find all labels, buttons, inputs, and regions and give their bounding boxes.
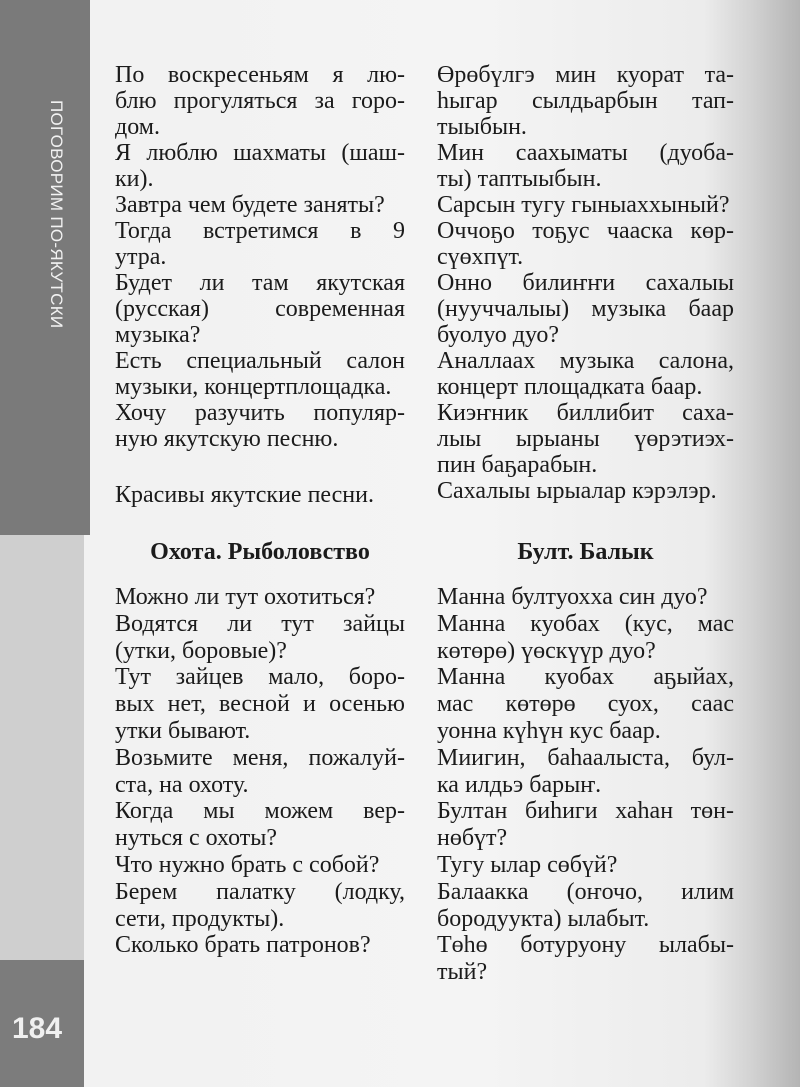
text-line: музыка? <box>115 322 201 348</box>
phrase <box>115 270 405 348</box>
text-line: (утки, боровые)? <box>115 637 287 664</box>
text-line: Төһө ботуруону ылабы- <box>437 932 734 959</box>
text-line: Мин саахыматы (дуоба- <box>437 140 734 166</box>
phrase <box>437 932 734 986</box>
text-line: ка илдьэ барыҥ. <box>437 771 602 798</box>
text-line: ки). <box>115 166 154 192</box>
text-line: Манна бултуохха син дуо? <box>437 584 708 610</box>
text-line: сүөхпүт. <box>437 244 524 270</box>
phrase <box>437 852 734 879</box>
text-line: лыы ырыаны үөрэтиэх- <box>437 426 734 452</box>
text-line: Тут зайцев мало, боро- <box>115 664 405 691</box>
text-line: дом. <box>115 114 160 140</box>
text-line: Манна куобах аҕыйах, <box>437 664 734 691</box>
russian-phrases-top <box>115 62 405 508</box>
phrase <box>437 348 734 400</box>
phrase <box>437 400 734 478</box>
phrase <box>115 140 405 192</box>
text-line: мас көтөрө суох, саас <box>437 691 734 718</box>
text-line: Өрөбүлгэ мин куорат та- <box>437 62 734 88</box>
section-heading-yakut: Булт. Балык <box>517 539 654 565</box>
phrase <box>115 348 405 400</box>
text-line: уонна күһүн кус баар. <box>437 717 661 744</box>
text-line: Берем палатку (лодку, <box>115 878 405 905</box>
text-line: Тогда встретимся в 9 <box>115 218 405 244</box>
text-line: һыгар сылдьарбын тап- <box>437 88 734 114</box>
phrase <box>115 664 405 744</box>
phrase <box>115 852 405 879</box>
text-line: Есть специальный салон <box>115 348 405 374</box>
phrase <box>437 140 734 192</box>
text-line: (нууччалыы) музыка баар <box>437 296 734 322</box>
text-line: Сарсын тугу гыныаххыный? <box>437 192 730 218</box>
text-line: тыыбын. <box>437 114 527 140</box>
text-line: блю прогуляться за горо- <box>115 88 405 114</box>
text-line: тый? <box>437 959 488 986</box>
phrase <box>115 400 405 452</box>
text-line: концерт площадката баар. <box>437 374 703 400</box>
text-line: Возьмите меня, пожалуй- <box>115 744 405 771</box>
text-line: Что нужно брать с собой? <box>115 851 380 878</box>
text-line: музыки, концертплощадка. <box>115 374 392 400</box>
phrase <box>115 218 405 270</box>
text-line: Бултан биһиги хаһан төн- <box>437 798 734 825</box>
text-line: Я люблю шахматы (шаш- <box>115 140 405 166</box>
phrase <box>437 192 734 218</box>
phrase <box>115 932 405 959</box>
phrase <box>115 62 405 140</box>
text-line: Можно ли тут охотиться? <box>115 584 376 610</box>
phrase <box>115 798 405 852</box>
text-line: Будет ли там якутская <box>115 270 405 296</box>
text-line: По воскресеньям я лю- <box>115 62 405 88</box>
phrase <box>115 584 405 611</box>
text-line: (русская) современная <box>115 296 405 322</box>
text-line: Манна куобах (кус, мас <box>437 610 734 637</box>
phrase <box>437 270 734 348</box>
yakut-phrases-top <box>437 62 734 504</box>
text-line: Хочу разучить популяр- <box>115 400 405 426</box>
paragraph-gap <box>115 452 405 482</box>
text-line: Сколько брать патронов? <box>115 932 371 959</box>
text-line: нөбүт? <box>437 825 508 852</box>
text-line: Онно билиҥҥи сахалыы <box>437 270 734 296</box>
phrase <box>115 879 405 933</box>
running-section-title: ПОГОВОРИМ ПО-ЯКУТСКИ <box>47 100 66 329</box>
phrase <box>437 62 734 140</box>
text-line: Оччоҕо тоҕус чааска көр- <box>437 218 734 244</box>
sidebar-band <box>0 0 90 535</box>
phrase <box>437 611 734 665</box>
page-number: 184 <box>12 1012 63 1045</box>
text-line: Водятся ли тут зайцы <box>115 610 405 637</box>
yakut-phrases-bottom <box>437 584 734 986</box>
phrase <box>437 798 734 852</box>
text-line: Сахалыы ырыалар кэрэлэр. <box>437 478 717 504</box>
russian-phrases-bottom <box>115 584 405 959</box>
phrase <box>437 745 734 799</box>
phrase <box>437 584 734 611</box>
text-line: сети, продукты). <box>115 905 285 932</box>
text-line: Миигин, баһаалыста, бул- <box>437 744 734 771</box>
text-line: Тугу ылар сөбүй? <box>437 851 618 878</box>
phrase <box>437 478 734 504</box>
text-line: ты) таптыыбын. <box>437 166 602 192</box>
text-line: Завтра чем будете заняты? <box>115 192 385 218</box>
phrase <box>115 192 405 218</box>
phrase <box>437 664 734 744</box>
text-line: утки бывают. <box>115 717 251 744</box>
text-line: буолуо дуо? <box>437 322 560 348</box>
text-line: Красивы якутские песни. <box>115 482 374 508</box>
text-line: Аналлаах музыка салона, <box>437 348 734 374</box>
phrase <box>115 482 405 508</box>
text-line: Балаакка (оҥочо, илим <box>437 878 734 905</box>
text-line: нуться с охоты? <box>115 825 278 852</box>
section-heading-russian: Охота. Рыболовство <box>150 539 370 565</box>
text-line: Киэҥник биллибит саха- <box>437 400 734 426</box>
phrase <box>115 745 405 799</box>
text-line: пин баҕарабын. <box>437 452 598 478</box>
phrase <box>115 611 405 665</box>
text-line: вых нет, весной и осенью <box>115 691 405 718</box>
sidebar-band-light <box>0 535 84 960</box>
text-line: утра. <box>115 244 167 270</box>
text-line: Когда мы можем вер- <box>115 798 405 825</box>
phrase <box>437 879 734 933</box>
text-line: бородуукта) ылабыт. <box>437 905 650 932</box>
text-line: ста, на охоту. <box>115 771 249 798</box>
text-line: ную якутскую песню. <box>115 426 339 452</box>
phrase <box>437 218 734 270</box>
text-line: көтөрө) үөскүүр дуо? <box>437 637 656 664</box>
